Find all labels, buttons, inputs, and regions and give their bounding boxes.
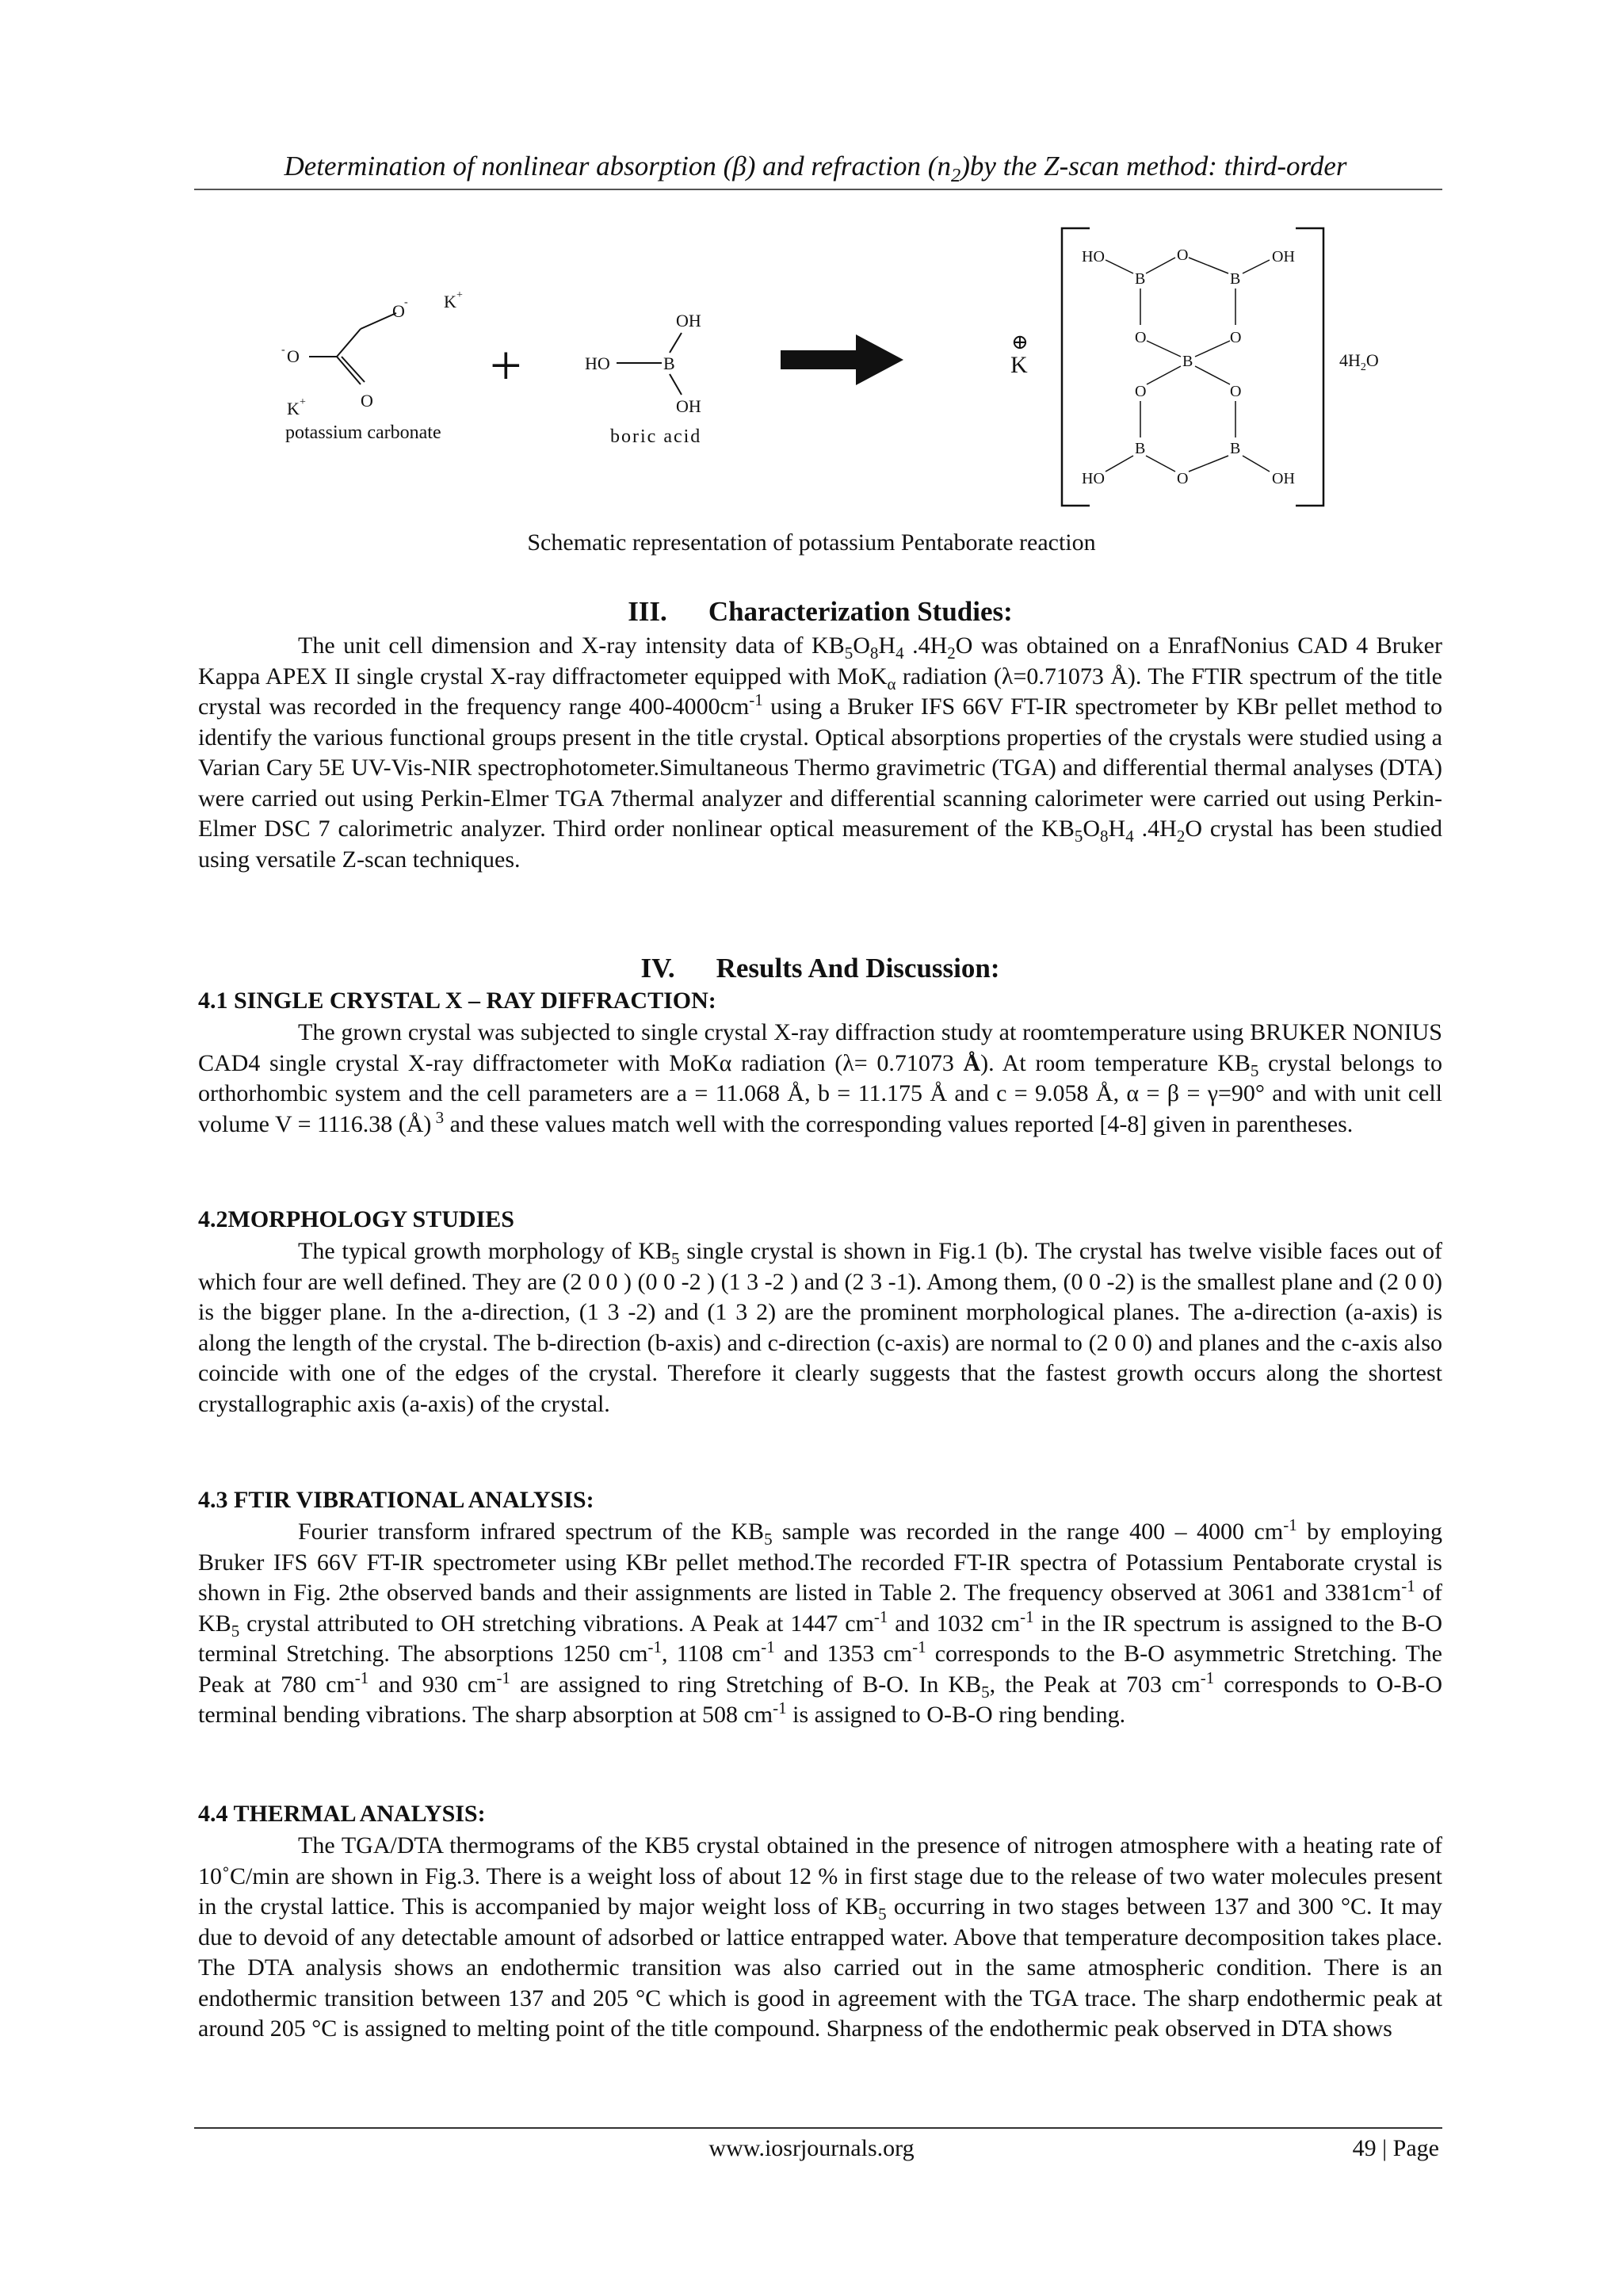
atom-o: O xyxy=(361,391,373,411)
atom-o: O xyxy=(287,346,300,366)
atom-b: B xyxy=(663,353,675,373)
circled-plus-icon: ⊕ xyxy=(1011,330,1029,353)
paragraph-characterization: The unit cell dimension and X-ray intensity data of $KB_5O_8H_4$ $.4H_2O$ was obtained on a EnrafNonius CAD 4 Bruker Kappa APEX II single crystal X-ray diffractometer equipped with MoK$_\alpha$ radiation (λ=0.71073 Å). The FTIR spectrum of the title crystal was recorded in the frequency range $400-4000cm^{-1}$ using a Bruker IFS 66V FT-IR spectrometer by KBr pellet method to identify the various functional groups present in the title crystal. Optical absorptions properties of the crystals were studied using a Varian Cary 5E UV-Vis-NIR spectrophotometer.Simultaneous Thermo gravimetric (TGA) and differential thermal analyses (DTA) were carried out using Perkin-Elmer TGA 7thermal analyzer and differential scanning calorimeter were carried out using Perkin-Elmer DSC 7 calorimetric analyzer. Third order nonlinear optical measurement of the $KB_5O_8H_4$ $.4H_2O$ crystal has been studied using versatile Z-scan techniques. xyxy=(198,632,1442,873)
header-rule xyxy=(194,189,1442,190)
atom-o: O xyxy=(1230,383,1242,400)
atom-b: B xyxy=(1230,270,1241,288)
atom-oh: OH xyxy=(1272,248,1295,266)
atom-oh: OH xyxy=(676,396,701,416)
charge-minus: - xyxy=(281,344,285,356)
section-title: Results And Discussion: xyxy=(716,953,1000,984)
atom-oh: OH xyxy=(1272,470,1295,487)
paragraph-xrd: The grown crystal was subjected to single crystal X-ray diffraction study at roomtemperature using BRUKER NONIUS CAD4 single crystal X-ray diffractometer with MoKα radiation (λ= 0.71073 Å). At room temperature $KB_5$ crystal belongs to orthorhombic system and the cell parameters are a = 11.068 Å, b = 11.175 Å and c = 9.058 Å, α = β = γ=90° and with unit cell volume V = 1116.38 (Å) $^3$ and these values match well with the corresponding values reported [4-8] given in parentheses. xyxy=(198,1019,1442,1137)
atom-o: O xyxy=(1135,329,1147,346)
atom-o: O xyxy=(1177,246,1189,264)
boric-acid-structure xyxy=(585,311,701,447)
subsection-heading-xrd: 4.1 SINGLE CRYSTAL X – RAY DIFFRACTION: xyxy=(198,988,716,1014)
section-heading-characterization xyxy=(198,596,1442,628)
page-number: 49 | Page xyxy=(1352,2135,1439,2161)
paragraph-morphology: The typical growth morphology of $KB_5$ single crystal is shown in Fig.1 (b). The crystal has twelve visible faces out of which four are well defined. They are (2 0 0 ) (0 0 -2 ) (1 3 -2 ) and (2 3 -1). Among them, (0 0 -2) is the smallest plane and (2 0 0) is the bigger plane. In the a-direction, (1 3 -2) and (1 3 2) are the prominent morphological planes. The a-direction (a-axis) is along the length of the crystal. The b-direction (b-axis) and c-direction (c-axis) are normal to (2 0 0) and planes and the c-axis also coincide with one of the edges of the crystal. Therefore it clearly suggests that the fastest growth occurs along the shortest crystallographic axis (a-axis) of the crystal. xyxy=(198,1238,1443,1417)
atom-b: B xyxy=(1182,353,1193,370)
section-title: Characterization Studies: xyxy=(708,596,1013,627)
section-heading-results xyxy=(198,953,1442,984)
atom-b: B xyxy=(1135,270,1146,288)
pentaborate-anion-structure xyxy=(1062,228,1323,506)
atom-o: O xyxy=(1135,383,1147,400)
atom-b: B xyxy=(1230,440,1241,457)
charge-plus: + xyxy=(456,289,463,301)
charge-minus: - xyxy=(404,296,408,308)
atom-ho: HO xyxy=(585,353,610,373)
section-number: IV. xyxy=(640,953,675,984)
header-text: Determination of nonlinear absorption (β) and refraction (n xyxy=(284,151,951,181)
running-header xyxy=(198,151,1433,186)
potassium-cation xyxy=(1010,330,1029,378)
footer-url: www.iosrjournals.org xyxy=(708,2135,915,2161)
atom-b: B xyxy=(1135,440,1146,457)
label-boric-acid: boric acid xyxy=(610,426,702,447)
paragraph-ftir: Fourier transform infrared spectrum of the $KB_5$ sample was recorded in the range 400 – 4000 $cm^{-1}$ by employing Bruker IFS 66V FT-IR spectrometer using KBr pellet method.The recorded FT-IR spectra of Potassium Pentaborate crystal is shown in Fig. 2the observed bands and their assignments are listed in Table 2. The frequency observed at 3061 and $3381cm^{-1}$ of $KB_5$ crystal attributed to OH stretching vibrations. A Peak at 1447 $cm^{-1}$ and 1032 $cm^{-1}$ in the IR spectrum is assigned to the B-O terminal Stretching. The absorptions 1250 $cm^{-1}$, 1108 $cm^{-1}$ and 1353 $cm^{-1}$ corresponds to the B-O asymmetric Stretching. The Peak at 780 $cm^{-1}$ and 930 $cm^{-1}$ are assigned to ring Stretching of B-O. In $KB_5$, the Peak at 703 $cm^{-1}$ corresponds to O-B-O terminal bending vibrations. The sharp absorption at 508 $cm^{-1}$ is assigned to O-B-O ring bending. xyxy=(198,1515,1443,1728)
atom-ho: HO xyxy=(1082,248,1105,266)
subsection-heading-morphology: 4.2MORPHOLOGY STUDIES xyxy=(198,1206,514,1232)
atom-k: K xyxy=(1010,352,1028,378)
atom-ho: HO xyxy=(1082,470,1105,487)
atom-o: O xyxy=(1230,329,1242,346)
footer-rule xyxy=(194,2127,1442,2129)
atom-k: K xyxy=(287,399,300,418)
paragraph-thermal: The TGA/DTA thermograms of the KB5 crystal obtained in the presence of nitrogen atmosphere with a heating rate of 10˚C/min are shown in Fig.3. There is a weight loss of about 12 % in first stage due to the release of two water molecules present in the crystal lattice. This is accompanied by major weight loss of $KB_5$ occurring in two stages between 137 and 300 °C. It may due to devoid of any detectable amount of adsorbed or lattice entrapped water. Above that temperature decomposition takes place. The DTA analysis shows an endothermic transition was also carried out in the same atmospheric condition. There is an endothermic transition between 137 and 205 °C which is good in agreement with the TGA trace. The sharp endothermic peak at around 205 °C is assigned to melting point of the title compound. Sharpness of the endothermic peak observed in DTA shows xyxy=(198,1832,1443,2042)
label-potassium-carbonate: potassium carbonate xyxy=(285,422,441,443)
atom-oh: OH xyxy=(676,311,701,330)
header-text-end: )by the Z-scan method: third-order xyxy=(960,151,1347,181)
atom-o: O xyxy=(392,301,405,321)
potassium-carbonate-structure xyxy=(281,289,463,443)
reaction-arrow xyxy=(781,334,903,385)
scheme-caption: Schematic representation of potassium Pentaborate reaction xyxy=(527,529,1096,556)
atom-k: K xyxy=(444,292,456,311)
water-of-hydration: $4H_2O$ xyxy=(1339,350,1379,373)
section-number: III. xyxy=(628,596,667,627)
reaction-scheme xyxy=(269,214,1426,515)
subsection-heading-thermal: 4.4 THERMAL ANALYSIS: xyxy=(198,1801,486,1827)
charge-plus: + xyxy=(300,396,306,408)
plus-sign: + xyxy=(490,334,522,397)
header-subscript: 2 xyxy=(950,165,961,186)
atom-o: O xyxy=(1177,470,1189,487)
subsection-heading-ftir: 4.3 FTIR VIBRATIONAL ANALYSIS: xyxy=(198,1487,594,1513)
